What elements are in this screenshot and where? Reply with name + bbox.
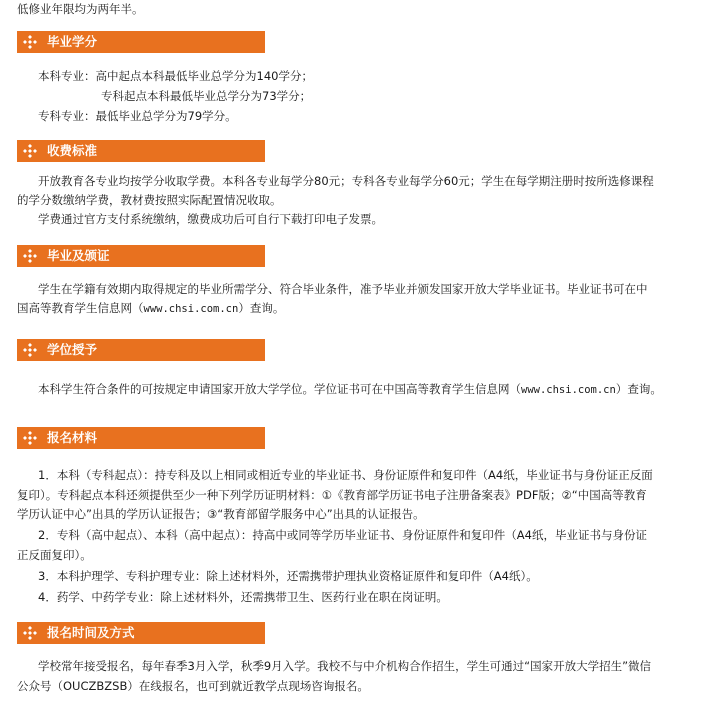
paragraph-line: 2．专科（高中起点）、本科（高中起点）：持高中或同等学历毕业证书、身份证原件和复印件（A4纸，毕业证书与身份证 (38, 528, 647, 542)
paragraph-line: 复印）。专科起点本科还须提供至少一种下列学历证明材料：①《教育部学历证书电子注册备案表》PDF版；②“中国高等教育 (17, 488, 647, 502)
paragraph-line: 1．本科（专科起点）：持专科及以上相同或相近专业的毕业证书、身份证原件和复印件（A4纸，毕业证书与身份证正反面 (38, 468, 653, 482)
diamond-cluster-icon (23, 626, 37, 640)
website-link[interactable]: www.chsi.com.cn (143, 303, 239, 315)
paragraph-line (17, 298, 284, 319)
paragraph-line: 开放教育各专业均按学分收取学费。本科各专业每学分80元；专科各专业每学分60元；学生在每学期注册时按所选修课程 (38, 174, 654, 188)
paragraph-line: 学校常年接受报名，每年春季3月入学，秋季9月入学。我校不与中介机构合作招生，学生可通过“国家开放大学招生”微信 (38, 659, 652, 673)
paragraph-line: 3．本科护理学、专科护理专业：除上述材料外，还需携带护理执业资格证原件和复印件（A4纸）。 (38, 569, 538, 583)
paragraph-line: 的学分数缴纳学费，教材费按照实际配置情况收取。 (17, 193, 282, 207)
text-segment: ）查询。 (238, 301, 285, 315)
section-header-graduation-certificate (17, 245, 265, 267)
paragraph-line: 专科起点本科最低毕业总学分为73学分； (101, 89, 312, 103)
section-title: 毕业及颁证 (47, 248, 110, 263)
section-title: 收费标准 (47, 143, 98, 158)
paragraph-line: 专科专业：最低毕业总学分为79学分。 (38, 109, 237, 123)
paragraph-line: 学历认证中心”出具的学历认证报告；③“教育部留学服务中心”出具的认证报告。 (17, 507, 425, 521)
paragraph-line: 学费通过官方支付系统缴纳，缴费成功后可自行下载打印电子发票。 (38, 212, 383, 226)
website-link[interactable]: www.chsi.com.cn (521, 384, 616, 396)
paragraph-line (38, 379, 662, 400)
diamond-cluster-icon (23, 35, 37, 49)
section-title: 报名材料 (47, 430, 98, 445)
section-header-graduation-credits (17, 31, 265, 53)
section-title: 学位授予 (47, 342, 98, 357)
section-header-degree (17, 339, 265, 361)
text-segment: 本科学生符合条件的可按规定申请国家开放大学学位。学位证书可在中国高等教育学生信息网（ (38, 382, 521, 396)
section-title: 毕业学分 (47, 34, 98, 49)
paragraph-line: 学生在学籍有效期内取得规定的毕业所需学分、符合毕业条件，准予毕业并颁发国家开放大学毕业证书。毕业证书可在中 (38, 282, 648, 296)
section-header-materials (17, 427, 265, 449)
intro-text: 低修业年限均为两年半。 (17, 2, 144, 16)
section-header-enrollment (17, 622, 265, 644)
diamond-cluster-icon (23, 343, 37, 357)
section-title: 报名时间及方式 (47, 625, 135, 640)
paragraph-line: 公众号（OUCZBZSB）在线报名，也可到就近教学点现场咨询报名。 (17, 679, 369, 693)
diamond-cluster-icon (23, 431, 37, 445)
section-header-fees (17, 140, 265, 162)
diamond-cluster-icon (23, 144, 37, 158)
paragraph-line: 4．药学、中药学专业：除上述材料外，还需携带卫生、医药行业在职在岗证明。 (38, 590, 448, 604)
paragraph-line: 正反面复印）。 (17, 548, 92, 562)
text-segment: 国高等教育学生信息网（ (17, 301, 144, 315)
diamond-cluster-icon (23, 249, 37, 263)
text-segment: ）查询。 (615, 382, 662, 396)
paragraph-line: 本科专业：高中起点本科最低毕业总学分为140学分； (38, 69, 313, 83)
